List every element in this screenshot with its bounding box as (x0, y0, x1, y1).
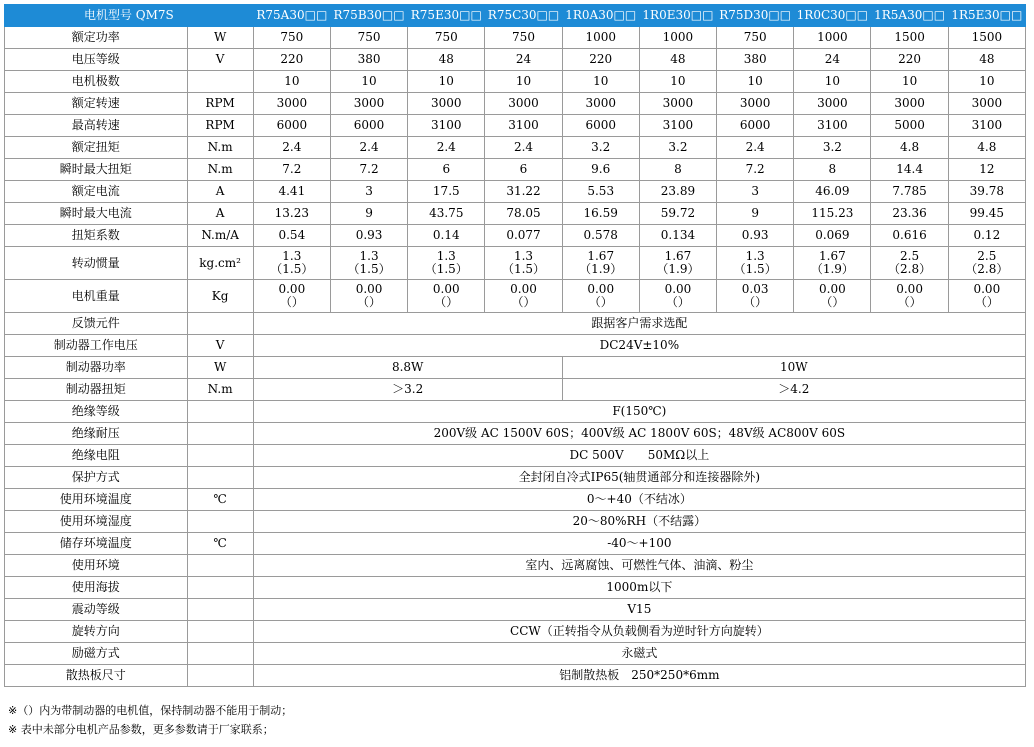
motor-value: 0.00 (896, 282, 923, 296)
value-cell (871, 247, 948, 280)
span-value: DC24V±10% (253, 335, 1025, 357)
footnotes (8, 701, 292, 739)
value-cell: 10 (639, 71, 716, 93)
value-cell: 31.22 (485, 181, 562, 203)
table-row (5, 313, 1026, 335)
row-unit: V (187, 49, 253, 71)
motor-value: 0.00 (355, 282, 383, 296)
value-cell: 2.4 (408, 137, 485, 159)
row-label: 额定电流 (5, 181, 188, 203)
value-cell: 6000 (330, 115, 407, 137)
model-header: R75D30□□ (717, 5, 794, 27)
table-row (5, 115, 1026, 137)
value-cell: 23.89 (639, 181, 716, 203)
value-cell: 2.4 (253, 137, 330, 159)
value-cell: 380 (717, 49, 794, 71)
value-cell: 16.59 (562, 203, 639, 225)
model-header: R75B30□□ (330, 5, 407, 27)
row-label: 储存环境温度 (5, 533, 188, 555)
span-value: 室内、远离腐蚀、可燃性气体、油滴、粉尘 (253, 555, 1025, 577)
value-cell: 750 (408, 27, 485, 49)
row-unit (187, 445, 253, 467)
span-value: -40～+100 (253, 533, 1025, 555)
row-unit (187, 467, 253, 489)
table-row (5, 159, 1026, 181)
span-value: DC 500V 50MΩ以上 (253, 445, 1025, 467)
row-unit (187, 577, 253, 599)
value-cell: 10 (794, 71, 871, 93)
value-cell: 1000 (794, 27, 871, 49)
model-header: R75A30□□ (253, 5, 330, 27)
motor-value: 1.3 (359, 249, 379, 263)
span-value: 200V级 AC 1500V 60S；400V级 AC 1800V 60S；48V级 AC800V 60S (253, 423, 1025, 445)
row-label: 保护方式 (5, 467, 188, 489)
value-cell (717, 247, 794, 280)
brake-value: （） (279, 295, 304, 309)
brake-value: （1.9） (579, 262, 623, 276)
row-unit: N.m (187, 137, 253, 159)
value-cell: 5.53 (562, 181, 639, 203)
value-cell (639, 280, 716, 313)
row-label: 转动惯量 (5, 247, 188, 280)
value-cell: 10 (562, 71, 639, 93)
row-unit: N.m (187, 159, 253, 181)
span-value: CCW（正转指令从负载侧看为逆时针方向旋转） (253, 621, 1025, 643)
value-cell: 1500 (871, 27, 948, 49)
row-label: 使用环境湿度 (5, 511, 188, 533)
row-label: 制动器扭矩 (5, 379, 188, 401)
motor-value: 0.00 (587, 282, 615, 296)
brake-value: （） (743, 295, 768, 309)
span-value: 跟据客户需求选配 (253, 313, 1025, 335)
value-cell: 3000 (794, 93, 871, 115)
brake-value: （1.5） (424, 262, 468, 276)
brake-value: （2.8） (888, 262, 932, 276)
brake-value: （1.9） (656, 262, 700, 276)
row-unit (187, 621, 253, 643)
brake-value: （） (665, 295, 690, 309)
table-row (5, 181, 1026, 203)
table-row (5, 335, 1026, 357)
row-label: 制动器功率 (5, 357, 188, 379)
brake-value: （） (511, 295, 536, 309)
value-cell: 6 (408, 159, 485, 181)
model-header: 1R0C30□□ (794, 5, 871, 27)
value-cell: 750 (330, 27, 407, 49)
value-cell: 3000 (408, 93, 485, 115)
value-cell: 3 (330, 181, 407, 203)
row-label: 散热板尺寸 (5, 665, 188, 687)
row-label: 制动器工作电压 (5, 335, 188, 357)
value-cell (794, 280, 871, 313)
value-cell (562, 280, 639, 313)
row-unit: N.m (187, 379, 253, 401)
table-row (5, 71, 1026, 93)
value-cell: 0.14 (408, 225, 485, 247)
value-cell: 750 (253, 27, 330, 49)
motor-value: 1.3 (282, 249, 302, 263)
motor-value: 1.3 (745, 249, 765, 263)
table-row (5, 489, 1026, 511)
table-row (5, 401, 1026, 423)
value-cell: 1500 (948, 27, 1025, 49)
table-row (5, 280, 1026, 313)
value-cell (948, 280, 1025, 313)
row-unit (187, 599, 253, 621)
row-label: 绝缘耐压 (5, 423, 188, 445)
model-title: 电机型号 QM7S (5, 5, 254, 27)
span-value: 1000m以下 (253, 577, 1025, 599)
motor-value: 1.3 (513, 249, 534, 263)
row-label: 电机重量 (5, 280, 188, 313)
motor-value: 0.00 (510, 282, 537, 296)
spec-table (4, 4, 1026, 687)
value-cell: 0.616 (871, 225, 948, 247)
value-cell: 750 (485, 27, 562, 49)
row-label: 震动等级 (5, 599, 188, 621)
brake-value: （2.8） (965, 262, 1009, 276)
motor-value: 1.3 (436, 249, 456, 263)
model-header: R75C30□□ (485, 5, 562, 27)
table-row (5, 247, 1026, 280)
motor-value: 0.00 (819, 282, 846, 296)
row-unit: A (187, 203, 253, 225)
split-value-right: ＞4.2 (562, 379, 1025, 401)
row-label: 旋转方向 (5, 621, 188, 643)
motor-value: 1.67 (819, 249, 846, 263)
span-value: 铝制散热板 250*250*6mm (253, 665, 1025, 687)
value-cell: 10 (485, 71, 562, 93)
model-header: 1R5A30□□ (871, 5, 948, 27)
row-label: 电机极数 (5, 71, 188, 93)
row-unit: kg.cm² (187, 247, 253, 280)
value-cell: 46.09 (794, 181, 871, 203)
value-cell: 1000 (562, 27, 639, 49)
value-cell: 3.2 (639, 137, 716, 159)
row-label: 绝缘等级 (5, 401, 188, 423)
value-cell: 48 (408, 49, 485, 71)
value-cell: 0.54 (253, 225, 330, 247)
value-cell (717, 280, 794, 313)
value-cell: 3100 (408, 115, 485, 137)
table-row (5, 379, 1026, 401)
value-cell: 24 (485, 49, 562, 71)
value-cell: 3100 (948, 115, 1025, 137)
value-cell (485, 280, 562, 313)
table-row (5, 357, 1026, 379)
value-cell: 220 (253, 49, 330, 71)
motor-value: 2.5 (900, 249, 920, 263)
table-row (5, 599, 1026, 621)
span-value: V15 (253, 599, 1025, 621)
value-cell (330, 247, 407, 280)
row-unit: RPM (187, 93, 253, 115)
row-unit (187, 423, 253, 445)
row-unit: W (187, 27, 253, 49)
brake-value: （） (434, 295, 459, 309)
row-unit (187, 511, 253, 533)
value-cell: 3100 (639, 115, 716, 137)
value-cell: 2.4 (330, 137, 407, 159)
brake-value: （1.5） (501, 262, 546, 276)
brake-value: （1.5） (270, 262, 314, 276)
value-cell: 6000 (717, 115, 794, 137)
value-cell: 3000 (253, 93, 330, 115)
motor-value: 1.67 (664, 249, 692, 263)
value-cell: 3.2 (794, 137, 871, 159)
value-cell: 0.93 (330, 225, 407, 247)
brake-value: （1.9） (810, 262, 854, 276)
value-cell (253, 280, 330, 313)
value-cell: 12 (948, 159, 1025, 181)
brake-value: （1.5） (347, 262, 391, 276)
row-label: 反馈元件 (5, 313, 188, 335)
table-row (5, 225, 1026, 247)
brake-value: （） (897, 295, 922, 309)
brake-value: （） (588, 295, 613, 309)
table-row (5, 533, 1026, 555)
table-row (5, 511, 1026, 533)
value-cell: 115.23 (794, 203, 871, 225)
value-cell: 9 (330, 203, 407, 225)
value-cell: 220 (562, 49, 639, 71)
value-cell: 23.36 (871, 203, 948, 225)
value-cell: 10 (948, 71, 1025, 93)
value-cell (253, 247, 330, 280)
value-cell: 8 (639, 159, 716, 181)
row-label: 使用环境温度 (5, 489, 188, 511)
table-row (5, 467, 1026, 489)
table-row (5, 621, 1026, 643)
table-row (5, 577, 1026, 599)
value-cell: 4.8 (871, 137, 948, 159)
row-label: 电压等级 (5, 49, 188, 71)
value-cell: 10 (717, 71, 794, 93)
value-cell: 8 (794, 159, 871, 181)
value-cell: 6 (485, 159, 562, 181)
value-cell: 10 (253, 71, 330, 93)
row-label: 使用环境 (5, 555, 188, 577)
value-cell: 0.077 (485, 225, 562, 247)
value-cell: 17.5 (408, 181, 485, 203)
value-cell: 3000 (948, 93, 1025, 115)
model-header: 1R0A30□□ (562, 5, 639, 27)
value-cell (871, 280, 948, 313)
row-unit (187, 71, 253, 93)
value-cell: 3000 (330, 93, 407, 115)
motor-value: 2.5 (977, 249, 997, 263)
row-unit (187, 555, 253, 577)
value-cell: 48 (639, 49, 716, 71)
value-cell: 0.578 (562, 225, 639, 247)
row-label: 最高转速 (5, 115, 188, 137)
table-row (5, 445, 1026, 467)
span-value: 永磁式 (253, 643, 1025, 665)
header-row (5, 5, 1026, 27)
value-cell: 0.12 (948, 225, 1025, 247)
value-cell: 2.4 (485, 137, 562, 159)
motor-value: 0.00 (973, 282, 1001, 296)
row-unit: A (187, 181, 253, 203)
row-label: 励磁方式 (5, 643, 188, 665)
table-row (5, 555, 1026, 577)
value-cell: 750 (717, 27, 794, 49)
value-cell: 78.05 (485, 203, 562, 225)
row-unit (187, 643, 253, 665)
row-unit: RPM (187, 115, 253, 137)
value-cell: 5000 (871, 115, 948, 137)
row-label: 瞬时最大电流 (5, 203, 188, 225)
value-cell: 3000 (562, 93, 639, 115)
value-cell (639, 247, 716, 280)
value-cell: 3100 (794, 115, 871, 137)
span-value: 全封闭自冷式IP65(轴贯通部分和连接器除外) (253, 467, 1025, 489)
value-cell: 7.2 (253, 159, 330, 181)
row-unit: ℃ (187, 489, 253, 511)
value-cell: 3.2 (562, 137, 639, 159)
value-cell (794, 247, 871, 280)
value-cell: 59.72 (639, 203, 716, 225)
value-cell: 9 (717, 203, 794, 225)
value-cell: 3000 (871, 93, 948, 115)
row-label: 使用海拔 (5, 577, 188, 599)
span-value: 20～80%RH（不结露） (253, 511, 1025, 533)
value-cell: 2.4 (717, 137, 794, 159)
row-unit: N.m/A (187, 225, 253, 247)
table-row (5, 27, 1026, 49)
row-unit: Kg (187, 280, 253, 313)
value-cell: 3100 (485, 115, 562, 137)
value-cell: 99.45 (948, 203, 1025, 225)
value-cell: 3000 (639, 93, 716, 115)
motor-value: 0.03 (741, 282, 769, 296)
model-header: R75E30□□ (408, 5, 485, 27)
span-value: F(150℃) (253, 401, 1025, 423)
row-label: 扭矩系数 (5, 225, 188, 247)
value-cell (948, 247, 1025, 280)
split-value-left: 8.8W (253, 357, 562, 379)
row-unit: W (187, 357, 253, 379)
split-value-right: 10W (562, 357, 1025, 379)
model-header: 1R5E30□□ (948, 5, 1025, 27)
value-cell: 10 (408, 71, 485, 93)
table-row (5, 137, 1026, 159)
footnote: ※（）内为带制动器的电机值，保持制动器不能用于制动； (8, 704, 293, 717)
value-cell: 3 (717, 181, 794, 203)
motor-value: 0.00 (664, 282, 692, 296)
row-label: 绝缘电阻 (5, 445, 188, 467)
value-cell: 220 (871, 49, 948, 71)
row-unit (187, 401, 253, 423)
value-cell: 7.785 (871, 181, 948, 203)
row-unit: V (187, 335, 253, 357)
brake-value: （） (357, 295, 382, 309)
value-cell (330, 280, 407, 313)
table-row (5, 203, 1026, 225)
value-cell (562, 247, 639, 280)
value-cell: 3000 (717, 93, 794, 115)
footnote: ※ 表中未部分电机产品参数，更多参数请于厂家联系； (8, 723, 274, 736)
motor-value: 1.67 (587, 249, 615, 263)
value-cell: 9.6 (562, 159, 639, 181)
value-cell: 3000 (485, 93, 562, 115)
table-row (5, 93, 1026, 115)
row-label: 额定转速 (5, 93, 188, 115)
brake-value: （） (974, 295, 999, 309)
value-cell: 10 (871, 71, 948, 93)
value-cell: 48 (948, 49, 1025, 71)
value-cell: 4.41 (253, 181, 330, 203)
value-cell (408, 280, 485, 313)
value-cell: 380 (330, 49, 407, 71)
model-header: 1R0E30□□ (639, 5, 716, 27)
table-row (5, 423, 1026, 445)
value-cell: 43.75 (408, 203, 485, 225)
row-unit (187, 313, 253, 335)
table-row (5, 665, 1026, 687)
span-value: 0～+40（不结冰） (253, 489, 1025, 511)
value-cell: 7.2 (330, 159, 407, 181)
motor-value: 0.00 (278, 282, 306, 296)
row-label: 额定功率 (5, 27, 188, 49)
row-unit: ℃ (187, 533, 253, 555)
value-cell: 13.23 (253, 203, 330, 225)
value-cell: 0.93 (717, 225, 794, 247)
value-cell: 24 (794, 49, 871, 71)
row-unit (187, 665, 253, 687)
value-cell: 6000 (253, 115, 330, 137)
row-label: 额定扭矩 (5, 137, 188, 159)
value-cell: 4.8 (948, 137, 1025, 159)
split-value-left: ＞3.2 (253, 379, 562, 401)
value-cell (408, 247, 485, 280)
value-cell: 10 (330, 71, 407, 93)
value-cell: 39.78 (948, 181, 1025, 203)
motor-value: 0.00 (432, 282, 460, 296)
brake-value: （） (820, 295, 845, 309)
value-cell: 7.2 (717, 159, 794, 181)
value-cell: 14.4 (871, 159, 948, 181)
brake-value: （1.5） (733, 262, 777, 276)
value-cell (485, 247, 562, 280)
value-cell: 6000 (562, 115, 639, 137)
value-cell: 0.134 (639, 225, 716, 247)
value-cell: 0.069 (794, 225, 871, 247)
row-label: 瞬时最大扭矩 (5, 159, 188, 181)
table-row (5, 49, 1026, 71)
table-row (5, 643, 1026, 665)
value-cell: 1000 (639, 27, 716, 49)
